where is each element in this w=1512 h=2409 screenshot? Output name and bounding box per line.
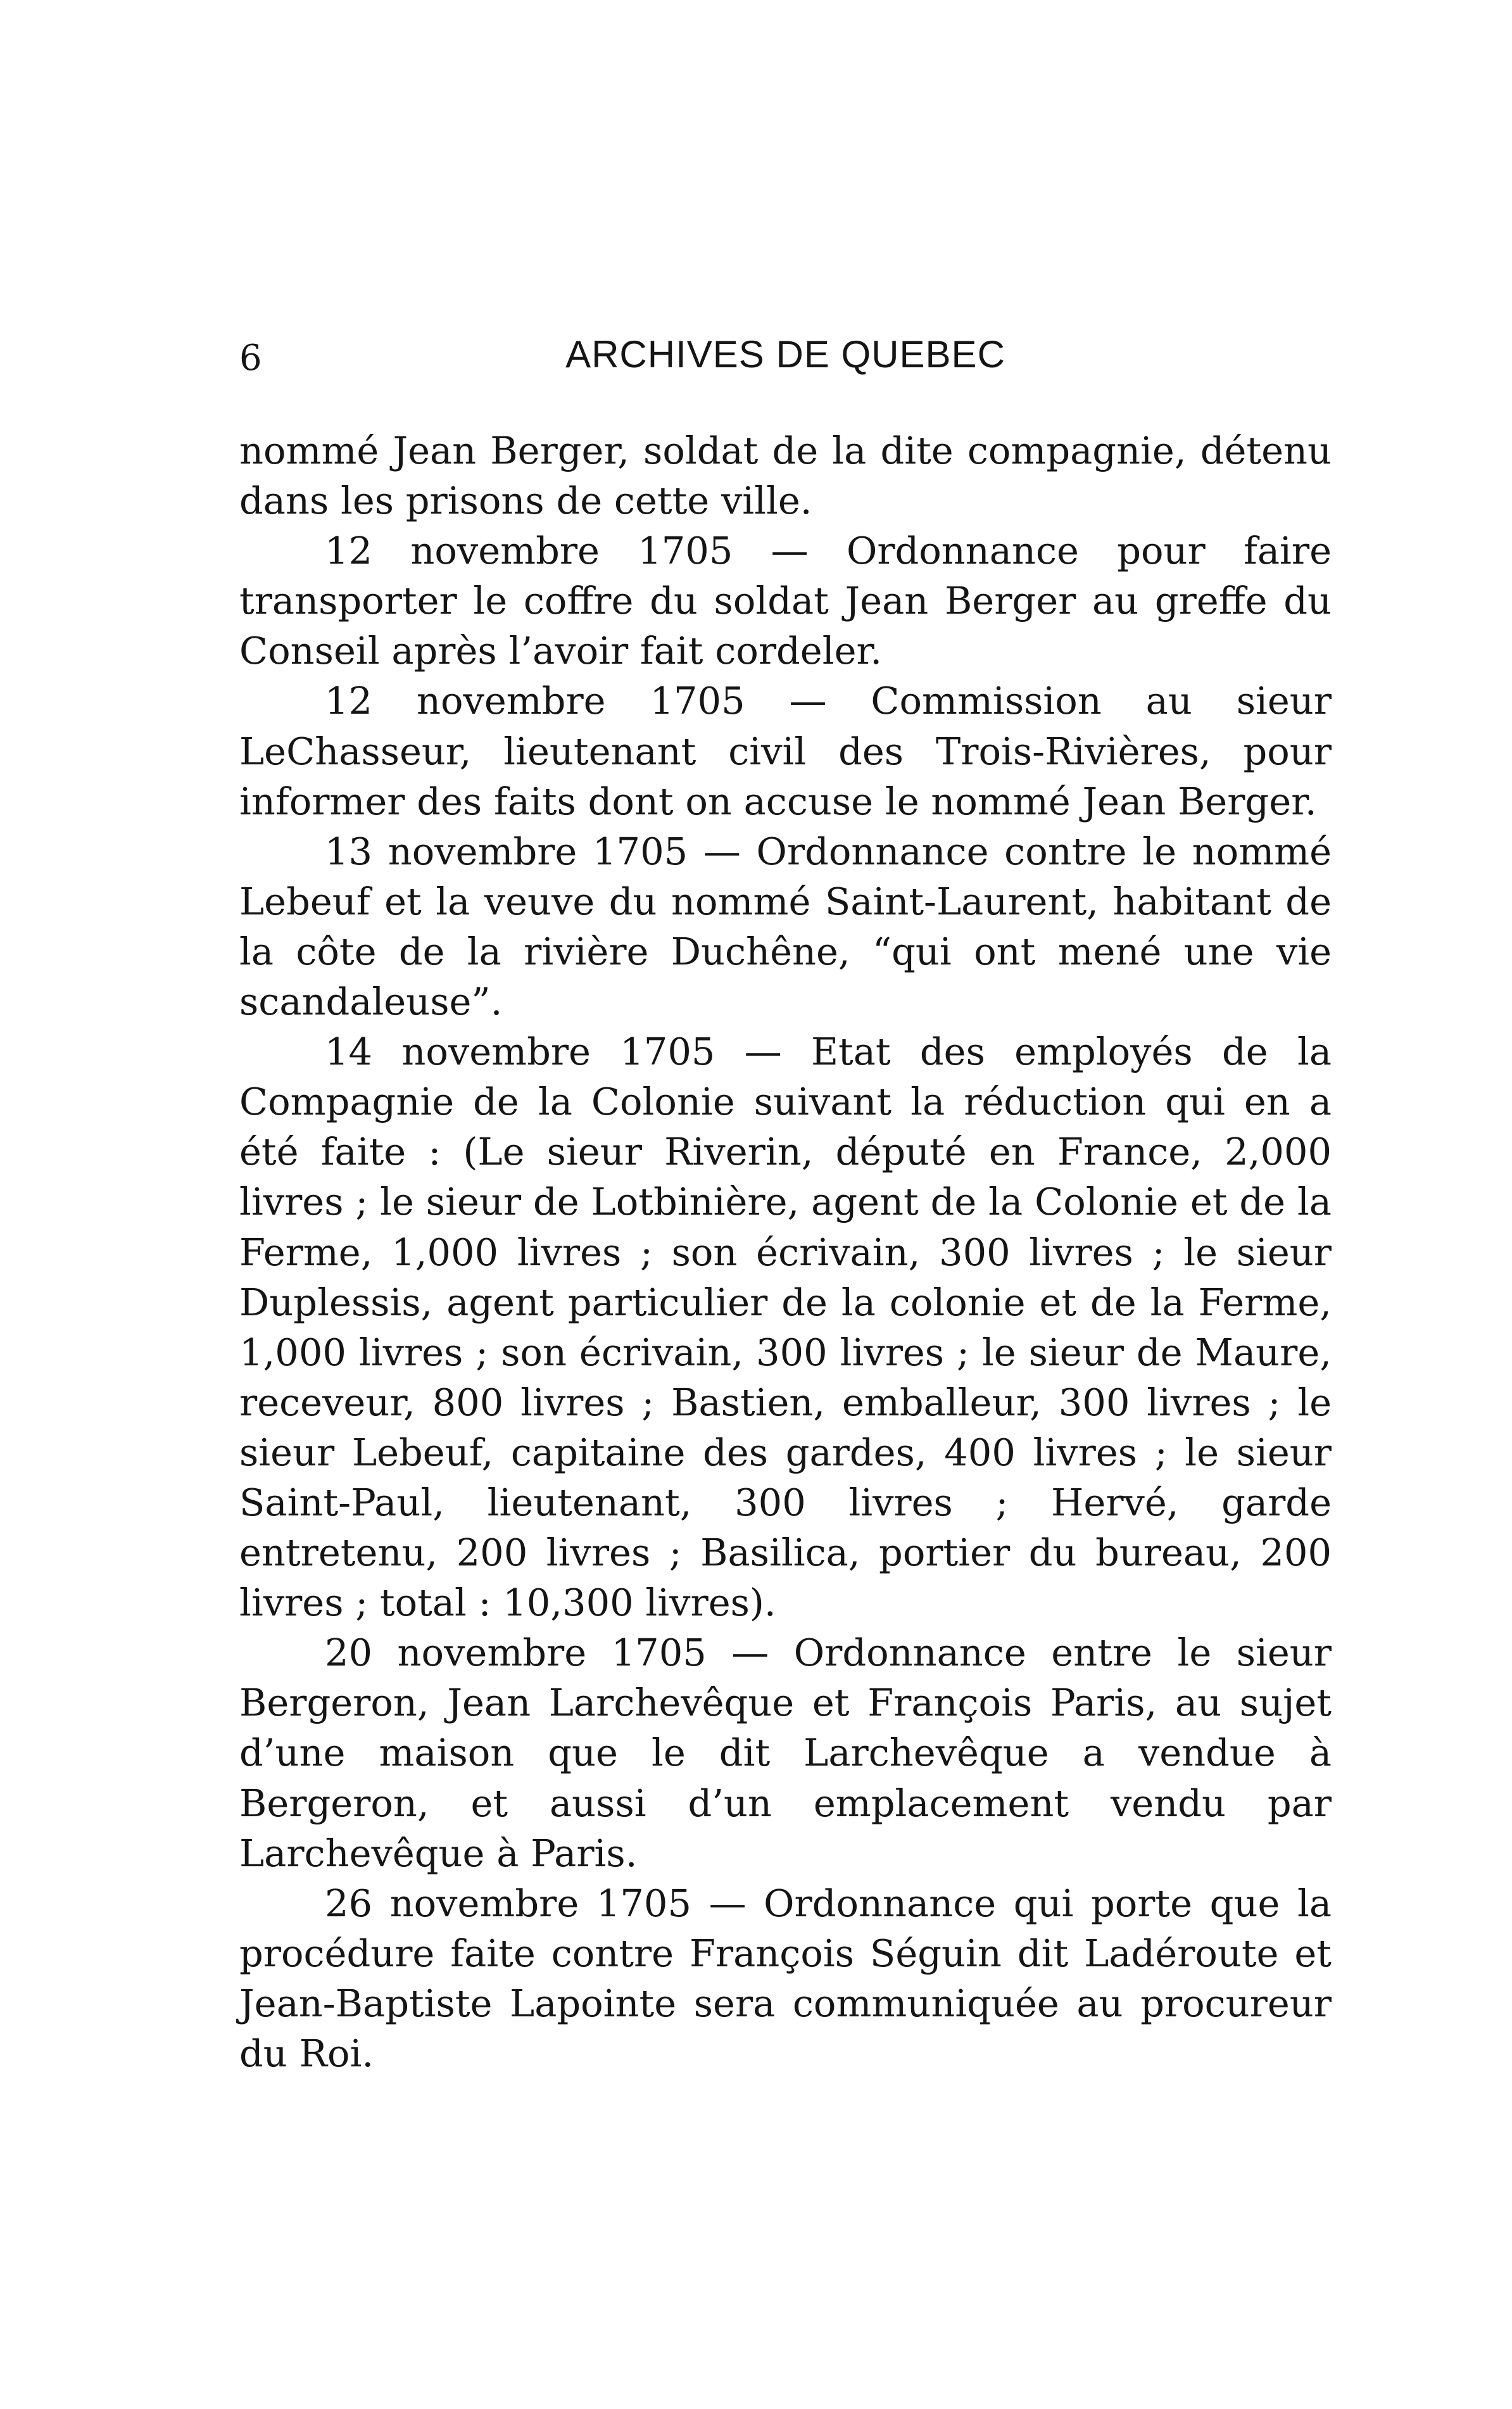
page-number: 6 [239,338,262,379]
entry-paragraph: 20 novembre 1705 — Ordonnance entre le sieur Bergeron, Jean Larchevêque et François Paris, au sujet d’une maison que le dit Larchevêque a vendue à Bergeron, et aussi d’un emplacement vendu par Larchevêque à Paris. [239,1631,1332,1875]
paragraph-continuation: nommé Jean Berger, soldat de la dite compagnie, détenu dans les prisons de cette ville. [239,429,1332,523]
page-header [239,332,1332,389]
running-title: ARCHIVES DE QUEBEC [565,333,1005,376]
entry-paragraph: 12 novembre 1705 — Ordonnance pour faire transporter le coffre du soldat Jean Berger au greffe du Conseil après l’avoir fait cordeler. [239,529,1332,673]
entry-paragraph: 14 novembre 1705 — Etat des employés de la Compagnie de la Colonie suivant la réduction qui en a été faite : (Le sieur Riverin, député en France, 2,000 livres ; le sieur de Lotbinière, agent de la Colonie et de la Ferme, 1,000 livres ; son écrivain, 300 livres ; le sieur Duplessis, agent particulier de la colonie et de la Ferme, 1,000 livres ; son écrivain, 300 livres ; le sieur de Maure, receveur, 800 livres ; Bastien, emballeur, 300 livres ; le sieur Lebeuf, capitaine des gardes, 400 livres ; le sieur Saint-Paul, lieutenant, 300 livres ; Hervé, garde entretenu, 200 livres ; Basilica, portier du bureau, 200 livres ; total : 10,300 livres). [239,1030,1332,1625]
entry-paragraph: 13 novembre 1705 — Ordonnance contre le nommé Lebeuf et la veuve du nommé Saint-Laurent, habitant de la côte de la rivière Duchêne, “qui ont mené une vie scandaleuse”. [239,829,1332,1024]
entry-paragraph: 26 novembre 1705 — Ordonnance qui porte que la procédure faite contre François Séguin dit Ladéroute et Jean-Baptiste Lapointe sera communiquée au procureur du Roi. [239,1881,1332,2075]
entry-paragraph: 12 novembre 1705 — Commission au sieur LeChasseur, lieutenant civil des Trois-Rivières, pour informer des faits dont on accuse le nommé Jean Berger. [239,679,1332,823]
body-text [239,426,1332,2078]
